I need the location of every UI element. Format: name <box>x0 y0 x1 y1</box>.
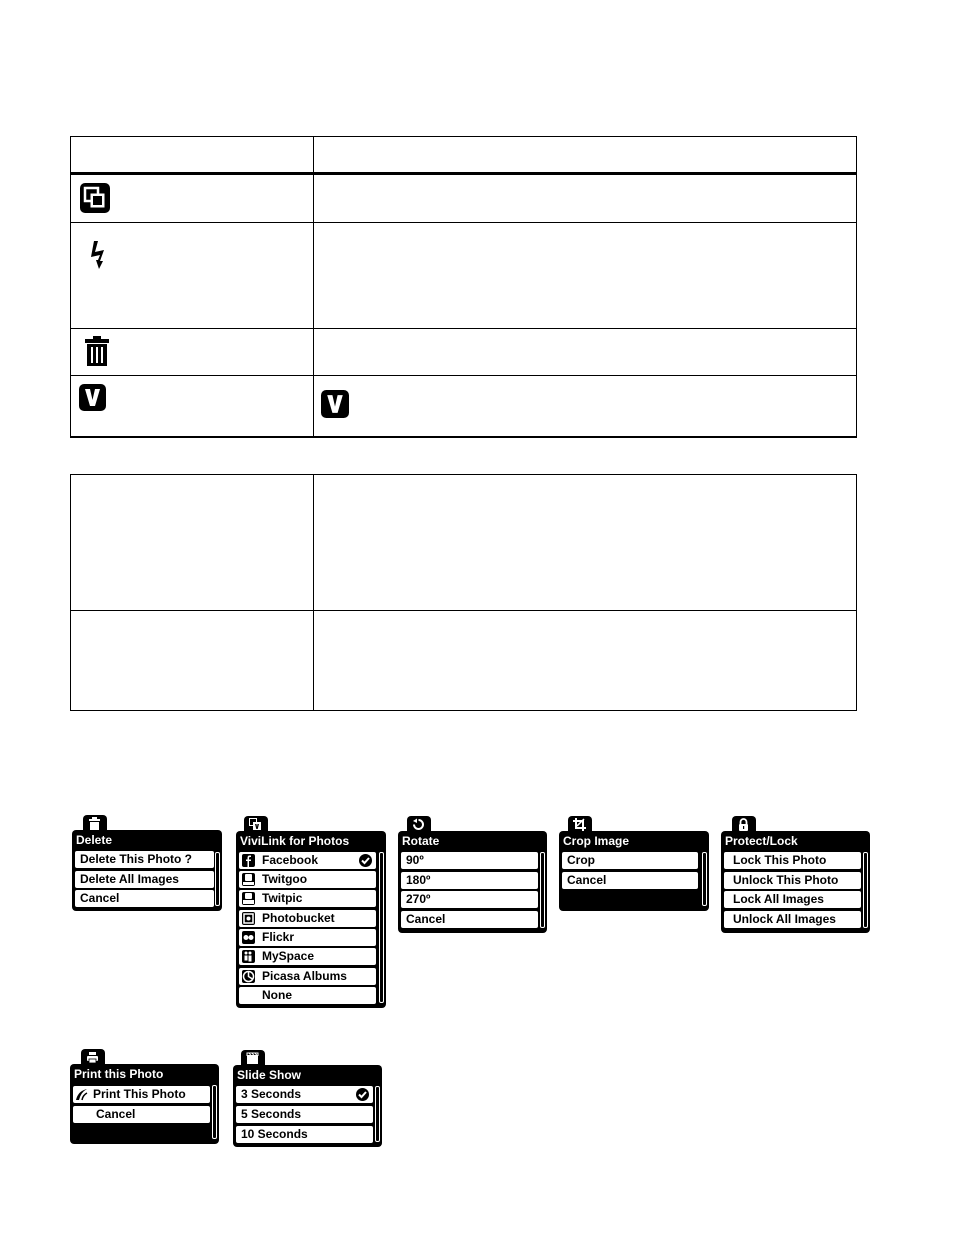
menu-item-flickr[interactable] <box>239 929 376 946</box>
menu-item-270[interactable]: 270º <box>401 891 538 908</box>
twitgoo-icon <box>242 873 255 886</box>
pictbridge-icon <box>75 1088 88 1101</box>
vivilink-icon <box>249 818 262 831</box>
menu-item-cancel[interactable]: Cancel <box>562 872 698 889</box>
menu-item-label: 3 Seconds <box>241 1087 302 1101</box>
table-cell <box>71 475 314 611</box>
icon-cell <box>71 329 314 376</box>
menu-item-5-seconds[interactable]: 5 Seconds <box>236 1106 373 1123</box>
table-cell <box>314 611 857 711</box>
scrollbar[interactable] <box>540 852 545 928</box>
trash-icon <box>88 817 101 830</box>
scrollbar[interactable] <box>863 852 868 928</box>
print-menu <box>70 1064 219 1144</box>
menu-item-90[interactable]: 90º <box>401 852 538 869</box>
menu-item-unlock-this-photo[interactable]: Unlock This Photo <box>724 872 861 889</box>
table-row <box>71 376 857 438</box>
menu-item-myspace[interactable] <box>239 948 376 965</box>
empty-table <box>70 474 857 711</box>
menu-item-photobucket[interactable] <box>239 910 376 927</box>
vivilink-v-icon <box>321 390 349 418</box>
menu-title: Rotate <box>402 834 440 848</box>
table-row <box>71 174 857 223</box>
checkmark-icon <box>356 1088 369 1101</box>
trash-icon <box>84 335 110 367</box>
table-row <box>71 611 857 711</box>
delete-menu <box>72 830 222 911</box>
icon-cell <box>71 223 314 329</box>
menu-item-cancel[interactable]: Cancel <box>73 1106 210 1123</box>
crop-icon <box>573 818 586 831</box>
description-cell <box>314 376 857 438</box>
menu-item-cancel[interactable]: Cancel <box>75 890 214 907</box>
menu-item-unlock-all-images[interactable]: Unlock All Images <box>724 911 861 928</box>
checkmark-icon <box>359 854 372 867</box>
vivilink-v-icon <box>79 384 106 411</box>
menu-item-label: Picasa Albums <box>262 969 347 983</box>
menu-title: Slide Show <box>237 1068 302 1082</box>
menu-item-lock-all-images[interactable]: Lock All Images <box>724 891 861 908</box>
scrollbar[interactable] <box>379 852 384 1003</box>
slideshow-icon <box>246 1052 259 1065</box>
menu-item-label: Facebook <box>262 853 319 867</box>
menu-item-label: Flickr <box>262 930 295 944</box>
menu-item-picasa-albums[interactable] <box>239 968 376 985</box>
scrollbar[interactable] <box>215 852 220 906</box>
rotate-icon <box>412 818 425 831</box>
menu-item-180[interactable]: 180º <box>401 872 538 889</box>
menu-item-delete-all-images[interactable]: Delete All Images <box>75 871 214 888</box>
menu-item-lock-this-photo[interactable]: Lock This Photo <box>724 852 861 869</box>
header-cell <box>314 137 857 174</box>
facebook-icon <box>242 854 255 867</box>
menu-item-delete-this-photo[interactable]: Delete This Photo ? <box>75 851 214 868</box>
protect-lock-menu <box>721 831 870 933</box>
crop-menu <box>559 831 709 911</box>
rotate-menu <box>398 831 547 933</box>
menu-item-label: MySpace <box>262 949 315 963</box>
menu-title: ViviLink for Photos <box>240 834 350 848</box>
table-cell <box>71 611 314 711</box>
menu-title: Protect/Lock <box>725 834 798 848</box>
myspace-icon <box>242 950 255 963</box>
photobucket-icon <box>242 912 255 925</box>
vivilink-menu <box>236 831 386 1008</box>
menu-item-print-this-photo[interactable] <box>73 1086 210 1103</box>
scrollbar[interactable] <box>375 1086 380 1142</box>
menu-title: Crop Image <box>563 834 630 848</box>
table-row <box>71 475 857 611</box>
menu-item-10-seconds[interactable]: 10 Seconds <box>236 1126 373 1143</box>
menu-title: Print this Photo <box>74 1067 164 1081</box>
printer-icon <box>86 1051 99 1064</box>
icon-cell <box>71 376 314 438</box>
table-row <box>71 223 857 329</box>
menu-item-cancel[interactable]: Cancel <box>401 911 538 928</box>
menu-item-none[interactable]: None <box>239 987 376 1004</box>
scrollbar[interactable] <box>212 1085 217 1139</box>
menu-item-label: Twitgoo <box>262 872 308 886</box>
header-cell <box>71 137 314 174</box>
menu-item-twitpic[interactable] <box>239 890 376 907</box>
table-row <box>71 329 857 376</box>
menu-item-twitgoo[interactable] <box>239 871 376 888</box>
scrollbar[interactable] <box>702 852 707 906</box>
menu-item-3-seconds[interactable] <box>236 1086 373 1103</box>
menu-title: Delete <box>76 833 113 847</box>
flash-icon <box>90 239 114 271</box>
slide-show-menu <box>233 1065 382 1147</box>
menu-item-facebook[interactable] <box>239 852 376 869</box>
description-cell <box>314 329 857 376</box>
menu-item-label: Twitpic <box>262 891 303 905</box>
lock-icon <box>737 818 750 831</box>
twitpic-icon <box>242 892 255 905</box>
description-cell <box>314 223 857 329</box>
menu-item-label: Print This Photo <box>93 1087 186 1101</box>
table-cell <box>314 475 857 611</box>
table-header-row <box>71 137 857 174</box>
menu-item-crop[interactable]: Crop <box>562 852 698 869</box>
menu-item-label: Photobucket <box>262 911 335 925</box>
flickr-icon <box>242 931 255 944</box>
picasa-icon <box>242 970 255 983</box>
icon-cell <box>71 174 314 223</box>
copy-icon <box>80 183 110 213</box>
description-cell <box>314 174 857 223</box>
menu-icons-table <box>70 136 857 438</box>
